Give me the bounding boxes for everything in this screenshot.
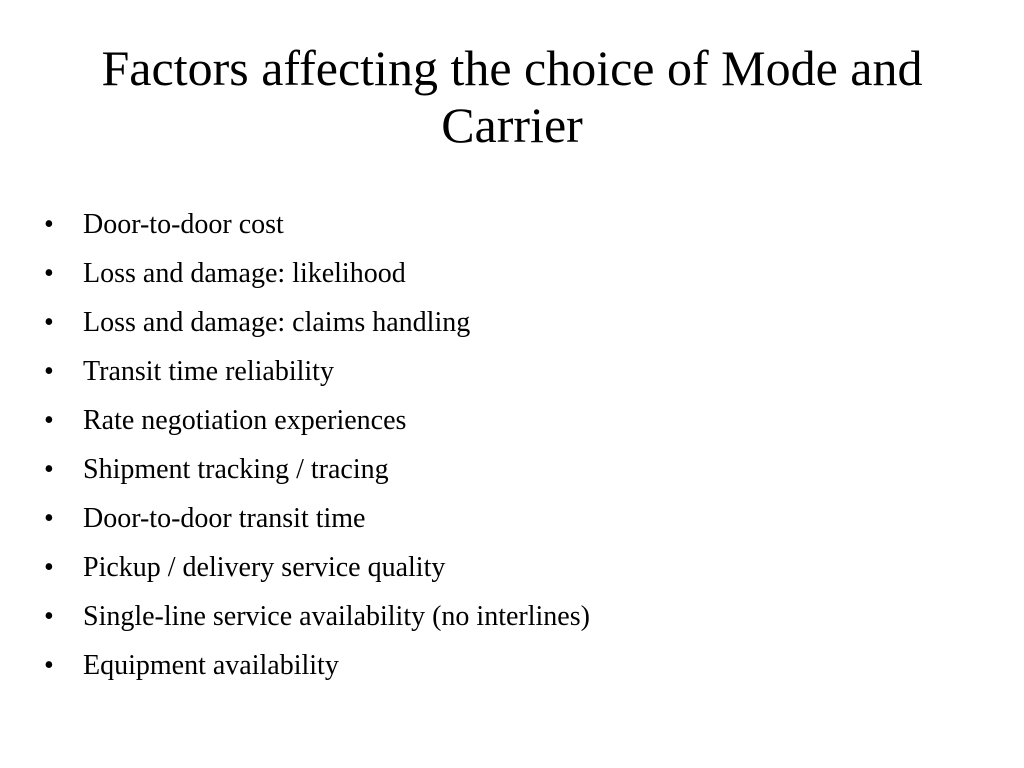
list-item — [44, 298, 984, 347]
bullet-icon: • — [44, 601, 54, 632]
list-item — [44, 249, 984, 298]
bullet-text: Single-line service availability (no interlines) — [83, 601, 590, 632]
bullet-text: Equipment availability — [83, 650, 339, 681]
bullet-icon: • — [44, 209, 54, 240]
list-item — [44, 200, 984, 249]
bullet-icon: • — [44, 454, 54, 485]
list-item — [44, 347, 984, 396]
bullet-text: Rate negotiation experiences — [83, 405, 407, 436]
bullet-icon: • — [44, 503, 54, 534]
bullet-icon: • — [44, 405, 54, 436]
bullet-text: Loss and damage: claims handling — [83, 307, 471, 338]
list-item — [44, 445, 984, 494]
bullet-icon: • — [44, 258, 54, 289]
bullet-text: Pickup / delivery service quality — [83, 552, 446, 583]
slide-title: Factors affecting the choice of Mode and Carrier — [101, 40, 923, 153]
bullet-icon: • — [44, 307, 54, 338]
bullet-list — [44, 200, 984, 690]
bullet-icon: • — [44, 356, 54, 387]
list-item — [44, 396, 984, 445]
list-item — [44, 494, 984, 543]
bullet-icon: • — [44, 650, 54, 681]
list-item — [44, 543, 984, 592]
bullet-text: Door-to-door cost — [83, 209, 284, 240]
bullet-text: Door-to-door transit time — [83, 503, 366, 534]
bullet-text: Loss and damage: likelihood — [83, 258, 406, 289]
bullet-text: Shipment tracking / tracing — [83, 454, 389, 485]
bullet-icon: • — [44, 552, 54, 583]
list-item — [44, 592, 984, 641]
bullet-text: Transit time reliability — [83, 356, 334, 387]
list-item — [44, 641, 984, 690]
